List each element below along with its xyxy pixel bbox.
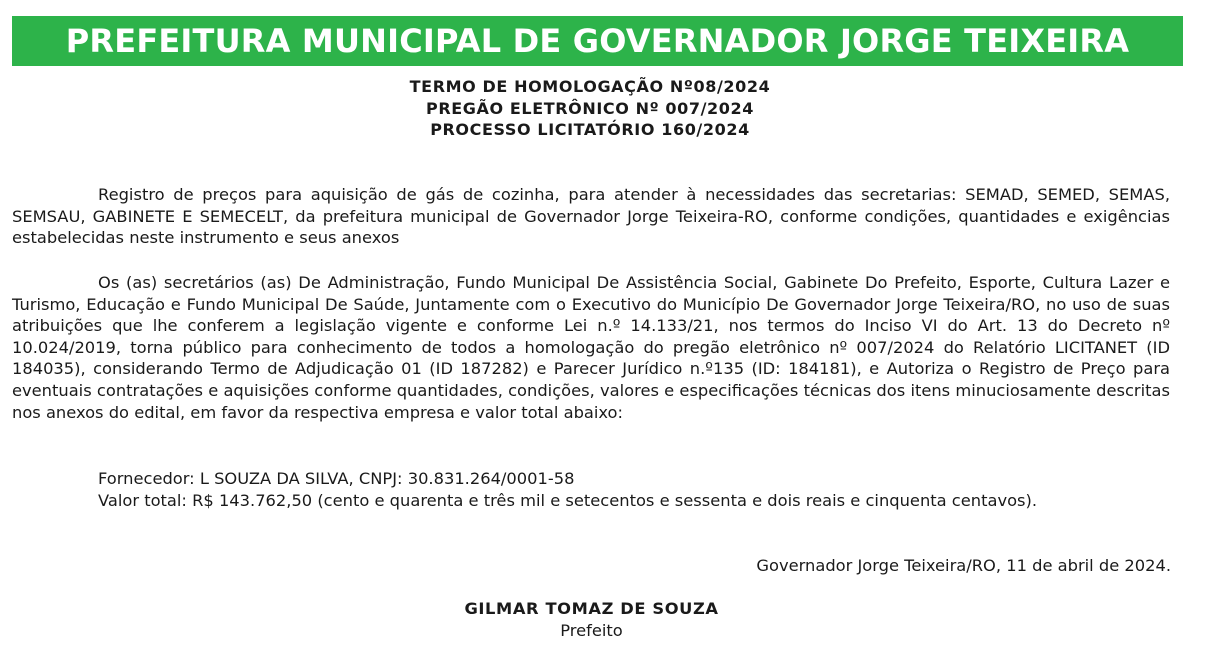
date-line: Governador Jorge Teixeira/RO, 11 de abril de 2024. — [756, 556, 1171, 575]
document-titles — [0, 76, 1180, 141]
supplier-block — [98, 468, 1037, 511]
signer-name: GILMAR TOMAZ DE SOUZA — [464, 599, 719, 618]
supplier-name: Fornecedor: L SOUZA DA SILVA, CNPJ: 30.831.264/0001-58 — [98, 469, 575, 488]
paragraph-objeto: Registro de preços para aquisição de gás de cozinha, para atender à necessidades das secretarias: SEMAD, SEMED, SEMAS, SEMSAU, GABINETE E SEMECELT, da prefeitura municipal de Governador Jorge Teixeira-RO, conforme condições, quantidades e exigências estabelecidas neste instrumento e seus anexos — [12, 185, 1170, 248]
header-banner — [12, 16, 1183, 66]
banner-title: PREFEITURA MUNICIPAL DE GOVERNADOR JORGE TEIXEIRA — [65, 22, 1130, 60]
supplier-total-value: Valor total: R$ 143.762,50 (cento e quarenta e três mil e setecentos e sessenta e dois reais e cinquenta centavos). — [98, 490, 1038, 510]
paragraph-homologacao: Os (as) secretários (as) De Administração, Fundo Municipal De Assistência Social, Gabinete Do Prefeito, Esporte, Cultura Lazer e Turismo, Educação e Fundo Municipal De Saúde, Juntamente com o Executivo do Município De Governador Jorge Teixeira/RO, no uso de suas atribuições que lhe conferem a legislação vigente e conforme Lei n.º 14.133/21, nos termos do Inciso VI do Art. 13 do Decreto nº 10.024/2019, torna público para conhecimento de todos a homologação do pregão eletrônico nº 007/2024 do Relatório LICITANET (ID 184035), considerando Termo de Adjudicação 01 (ID 187282) e Parecer Jurídico n.º135 (ID: 184181), e Autoriza o Registro de Preço para eventuais contratações e aquisições conforme quantidades, condições, valores e especificações técnicas dos itens minuciosamente descritas nos anexos do edital, em favor da respectiva empresa e valor total abaixo: — [12, 273, 1170, 422]
title-pregao: PREGÃO ELETRÔNICO Nº 007/2024 — [426, 98, 754, 118]
title-homologacao: TERMO DE HOMOLOGAÇÃO Nº08/2024 — [409, 77, 771, 96]
signature-block — [0, 598, 1183, 641]
title-processo: PROCESSO LICITATÓRIO 160/2024 — [430, 120, 750, 139]
signer-title: Prefeito — [560, 620, 623, 640]
